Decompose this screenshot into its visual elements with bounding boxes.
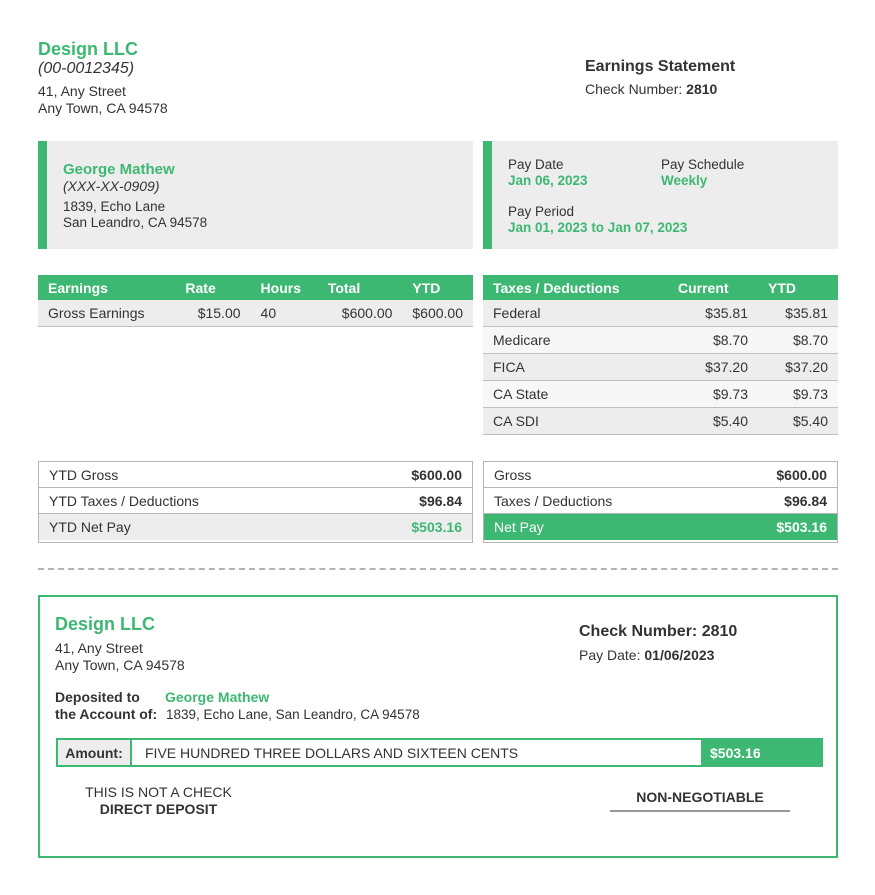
summary-label: Gross: [494, 466, 532, 483]
deduction-current: $35.81: [668, 300, 758, 327]
check-number: [579, 623, 737, 641]
deposited-label-2: the Account of:: [55, 706, 158, 722]
earnings-row-ytd: $600.00: [402, 300, 473, 327]
deduction-current: $5.40: [668, 408, 758, 435]
deduction-name: Federal: [483, 300, 668, 327]
net-pay-row: [484, 514, 837, 540]
statement-check-number: [585, 81, 717, 97]
company-address-line2: Any Town, CA 94578: [38, 100, 168, 116]
deduction-name: Medicare: [483, 327, 668, 354]
amount-label: Amount:: [58, 740, 132, 765]
check-number-label: Check Number:: [585, 81, 683, 97]
check-stub: [38, 595, 838, 858]
statement-title: Earnings Statement: [585, 58, 736, 75]
summary-value: $503.16: [411, 519, 462, 535]
accent-bar: [38, 141, 47, 249]
check-company-name: Design LLC: [55, 614, 156, 634]
deduction-ytd: $9.73: [758, 381, 838, 408]
accent-bar: [483, 141, 492, 249]
ytd-gross-row: [39, 462, 472, 488]
amount-value: $503.16: [701, 740, 821, 765]
deductions-row: [484, 488, 837, 514]
deposited-label-1: Deposited to: [55, 689, 140, 705]
earnings-header-rate: Rate: [175, 275, 250, 300]
employee-address-line1: 1839, Echo Lane: [63, 199, 166, 214]
current-summary: [483, 461, 838, 543]
deduction-ytd: $5.40: [758, 408, 838, 435]
table-row: [483, 381, 838, 408]
pay-date-value: 01/06/2023: [644, 647, 715, 663]
ytd-net-pay-row: [39, 514, 472, 540]
pay-schedule-value: Weekly: [661, 173, 708, 188]
earnings-row-total: $600.00: [318, 300, 403, 327]
pay-date-label: Pay Date:: [579, 647, 641, 663]
amount-box: [56, 738, 823, 767]
direct-deposit-text: DIRECT DEPOSIT: [99, 801, 218, 817]
earnings-row-name: Gross Earnings: [38, 300, 175, 327]
payee-address: 1839, Echo Lane, San Leandro, CA 94578: [166, 707, 420, 722]
deduction-current: $8.70: [668, 327, 758, 354]
summary-value: $503.16: [776, 519, 827, 535]
amount-words: FIVE HUNDRED THREE DOLLARS AND SIXTEEN CENTS: [145, 744, 519, 761]
company-name: Design LLC: [38, 39, 139, 59]
check-number-value: 2810: [701, 623, 738, 640]
deduction-ytd: $35.81: [758, 300, 838, 327]
pay-period-value: Jan 01, 2023 to Jan 07, 2023: [508, 220, 688, 235]
gross-row: [484, 462, 837, 488]
payee-name: George Mathew: [165, 689, 270, 705]
table-row: [483, 300, 838, 327]
table-row: [483, 327, 838, 354]
check-number-value: 2810: [686, 81, 718, 97]
check-address-line2: Any Town, CA 94578: [55, 657, 185, 673]
summary-label: YTD Net Pay: [49, 519, 131, 535]
summary-value: $600.00: [411, 466, 462, 483]
earnings-header-total: Total: [318, 275, 403, 300]
summary-value: $96.84: [419, 492, 462, 509]
pay-period-label: Pay Period: [508, 204, 575, 219]
summary-label: Net Pay: [494, 519, 544, 535]
employee-name: George Mathew: [63, 161, 175, 178]
summary-label: YTD Gross: [49, 466, 119, 483]
summary-label: YTD Taxes / Deductions: [49, 492, 199, 509]
ytd-deductions-row: [39, 488, 472, 514]
earnings-header-hours: Hours: [251, 275, 318, 300]
deduction-current: $9.73: [668, 381, 758, 408]
pay-date-value: Jan 06, 2023: [508, 173, 588, 188]
deduction-name: CA State: [483, 381, 668, 408]
earnings-table: [38, 275, 473, 327]
table-row: [483, 408, 838, 435]
summary-value: $96.84: [784, 492, 827, 509]
deduction-ytd: $37.20: [758, 354, 838, 381]
check-number-label: Check Number:: [579, 623, 698, 640]
deductions-header-ytd: YTD: [758, 275, 838, 300]
deduction-ytd: $8.70: [758, 327, 838, 354]
employee-panel: [38, 141, 473, 249]
earnings-row-hours: 40: [251, 300, 318, 327]
non-negotiable-text: NON-NEGOTIABLE: [610, 789, 790, 812]
check-address-line1: 41, Any Street: [55, 640, 143, 656]
earnings-row-rate: $15.00: [175, 300, 250, 327]
tear-line-divider: [38, 568, 838, 570]
employee-address-line2: San Leandro, CA 94578: [63, 215, 208, 230]
earnings-header-name: Earnings: [38, 275, 175, 300]
pay-date-label: Pay Date: [508, 157, 564, 172]
table-row: [483, 354, 838, 381]
earnings-header-ytd: YTD: [402, 275, 473, 300]
deduction-name: FICA: [483, 354, 668, 381]
summary-label: Taxes / Deductions: [494, 492, 613, 509]
company-address-line1: 41, Any Street: [38, 83, 126, 99]
deductions-header-name: Taxes / Deductions: [483, 275, 668, 300]
table-row: [38, 300, 473, 327]
pay-schedule-label: Pay Schedule: [661, 157, 745, 172]
deduction-name: CA SDI: [483, 408, 668, 435]
summary-value: $600.00: [776, 466, 827, 483]
company-id: (00-0012345): [38, 60, 135, 77]
employee-ssn: (XXX-XX-0909): [63, 178, 160, 194]
deductions-table: [483, 275, 838, 435]
ytd-summary: [38, 461, 473, 543]
deductions-header-current: Current: [668, 275, 758, 300]
check-pay-date: [579, 647, 714, 663]
pay-info-panel: [483, 141, 838, 249]
deduction-current: $37.20: [668, 354, 758, 381]
not-a-check-text: THIS IS NOT A CHECK: [85, 784, 232, 800]
